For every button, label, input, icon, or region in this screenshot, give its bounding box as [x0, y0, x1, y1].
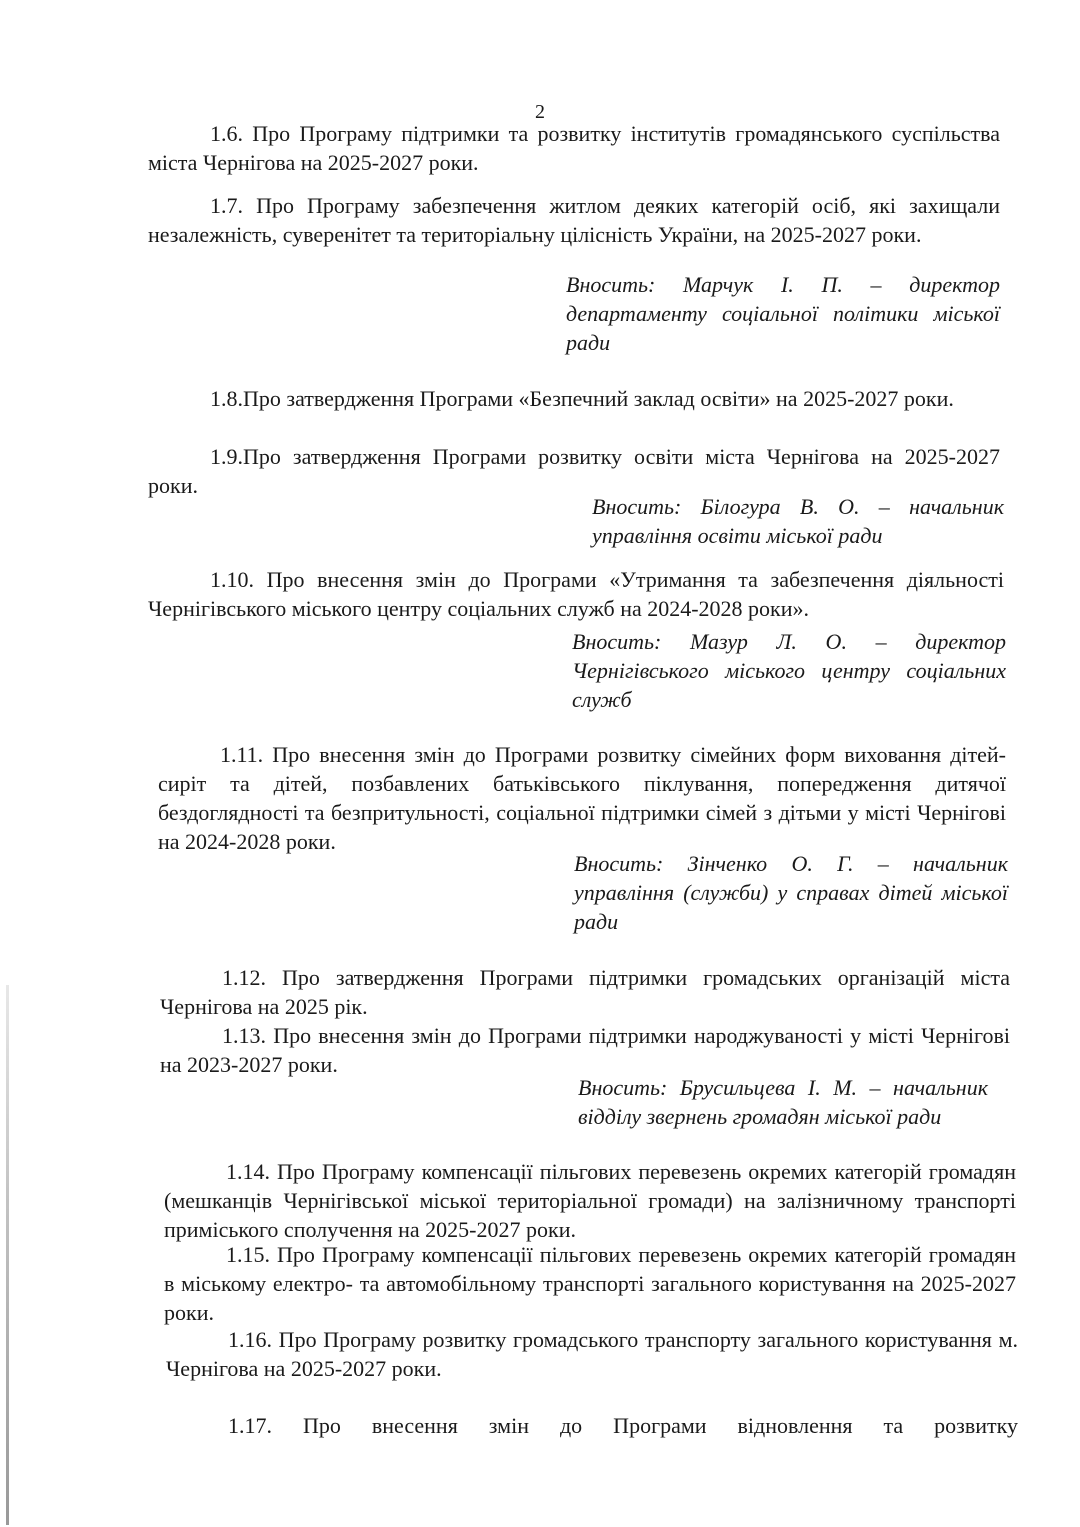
submitter-brusyltseva: Вносить: Брусильцева І. М. – начальник відділу звернень громадян міської ради: [578, 1075, 988, 1129]
agenda-item-text: 1.9.Про затвердження Програми розвитку освіти міста Чернігова на 2025-2027 роки.: [148, 444, 1000, 498]
submitter-zinchenko: Вносить: Зінченко О. Г. – начальник управління (служби) у справах дітей міської ради: [574, 851, 1008, 934]
agenda-item-1-11: [158, 740, 1006, 856]
agenda-item-1-7: [148, 191, 1000, 249]
agenda-item-text: 1.13. Про внесення змін до Програми підтримки народжуваності у місті Чернігові на 2023-2027 роки.: [160, 1023, 1010, 1077]
agenda-item-1-14: [164, 1157, 1016, 1244]
agenda-item-1-16: [166, 1325, 1018, 1383]
agenda-item-text: 1.15. Про Програму компенсації пільгових перевезень окремих категорій громадян в міському електро- та автомобільному транспорті загального користування на 2025-2027 роки.: [164, 1242, 1016, 1325]
agenda-item-1-17: [166, 1411, 1018, 1440]
agenda-item-text: 1.7. Про Програму забезпечення житлом деяких категорій осіб, які захищали незалежність, суверенітет та територіальну цілісність України, на 2025-2027 роки.: [148, 193, 1000, 247]
page-number: 2: [535, 101, 545, 123]
scan-edge-shadow: [6, 985, 9, 1525]
agenda-item-1-13: [160, 1021, 1010, 1079]
agenda-item-1-10: [148, 565, 1004, 623]
agenda-item-text: 1.8.Про затвердження Програми «Безпечний заклад освіти» на 2025-2027 роки.: [210, 386, 954, 411]
agenda-item-1-8: [148, 384, 1000, 413]
submitter-marchuk: Вносить: Марчук І. П. – директор департаменту соціальної політики міської ради: [566, 272, 1000, 355]
submitter-bilohura: Вносить: Білогура В. О. – начальник управління освіти міської ради: [592, 494, 1004, 548]
agenda-item-text: 1.12. Про затвердження Програми підтримки громадських організацій міста Чернігова на 2025 рік.: [160, 965, 1010, 1019]
agenda-item-1-6: [148, 119, 1000, 177]
agenda-item-text: 1.16. Про Програму розвитку громадського транспорту загального користування м. Чернігова на 2025-2027 роки.: [166, 1327, 1018, 1381]
agenda-item-text: 1.11. Про внесення змін до Програми розвитку сімейних форм виховання дітей-сиріт та дітей, позбавлених батьківського піклування, попередження дитячої бездоглядності та безпритульності, соціальної підтримки сімей з дітьми у місті Чернігові на 2024-2028 роки.: [158, 742, 1006, 854]
agenda-item-text: 1.10. Про внесення змін до Програми «Утримання та забезпечення діяльності Чернігівського міського центру соціальних служб на 2024-2028 роки».: [148, 567, 1004, 621]
submitter-mazur: Вносить: Мазур Л. О. – директор Чернігівського міського центру соціальних служб: [572, 629, 1006, 712]
agenda-item-text: 1.6. Про Програму підтримки та розвитку інститутів громадянського суспільства міста Чернігова на 2025-2027 роки.: [148, 121, 1000, 175]
agenda-item-1-15: [164, 1240, 1016, 1327]
agenda-item-1-12: [160, 963, 1010, 1021]
agenda-item-text: 1.17. Про внесення змін до Програми відновлення та розвитку: [228, 1413, 1018, 1438]
agenda-item-text: 1.14. Про Програму компенсації пільгових перевезень окремих категорій громадян (мешканців Чернігівської міської територіальної громади) на залізничному транспорті приміського сполучення на 2025-2027 роки.: [164, 1159, 1016, 1242]
